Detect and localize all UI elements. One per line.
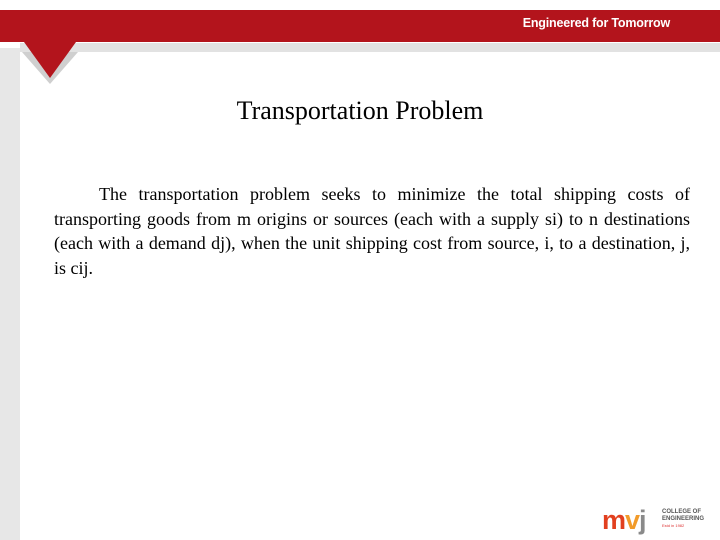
slide-body-paragraph: The transportation problem seeks to minimize the total shipping costs of transporting goods from m origins or sources (each with a supply si) to n destinations (each with a demand dj), when the unit shipping cost from source, i, to a destination, j, is cij.	[54, 184, 690, 278]
logo-mark-m: m	[602, 505, 626, 535]
top-frame-bar	[20, 43, 720, 52]
logo-mark	[602, 505, 646, 535]
logo-line-1: COLLEGE OF	[662, 509, 701, 515]
college-logo	[602, 505, 714, 535]
logo-line-2: ENGINEERING	[662, 516, 705, 522]
logo-mark-j: j	[639, 505, 646, 535]
logo-tagline: Estd in 1982	[662, 523, 685, 528]
logo-mark-v: v	[625, 505, 640, 535]
logo-text	[662, 509, 714, 528]
slide-title: Transportation Problem	[236, 96, 484, 125]
header-tagline: Engineered for Tomorrow	[522, 16, 670, 30]
